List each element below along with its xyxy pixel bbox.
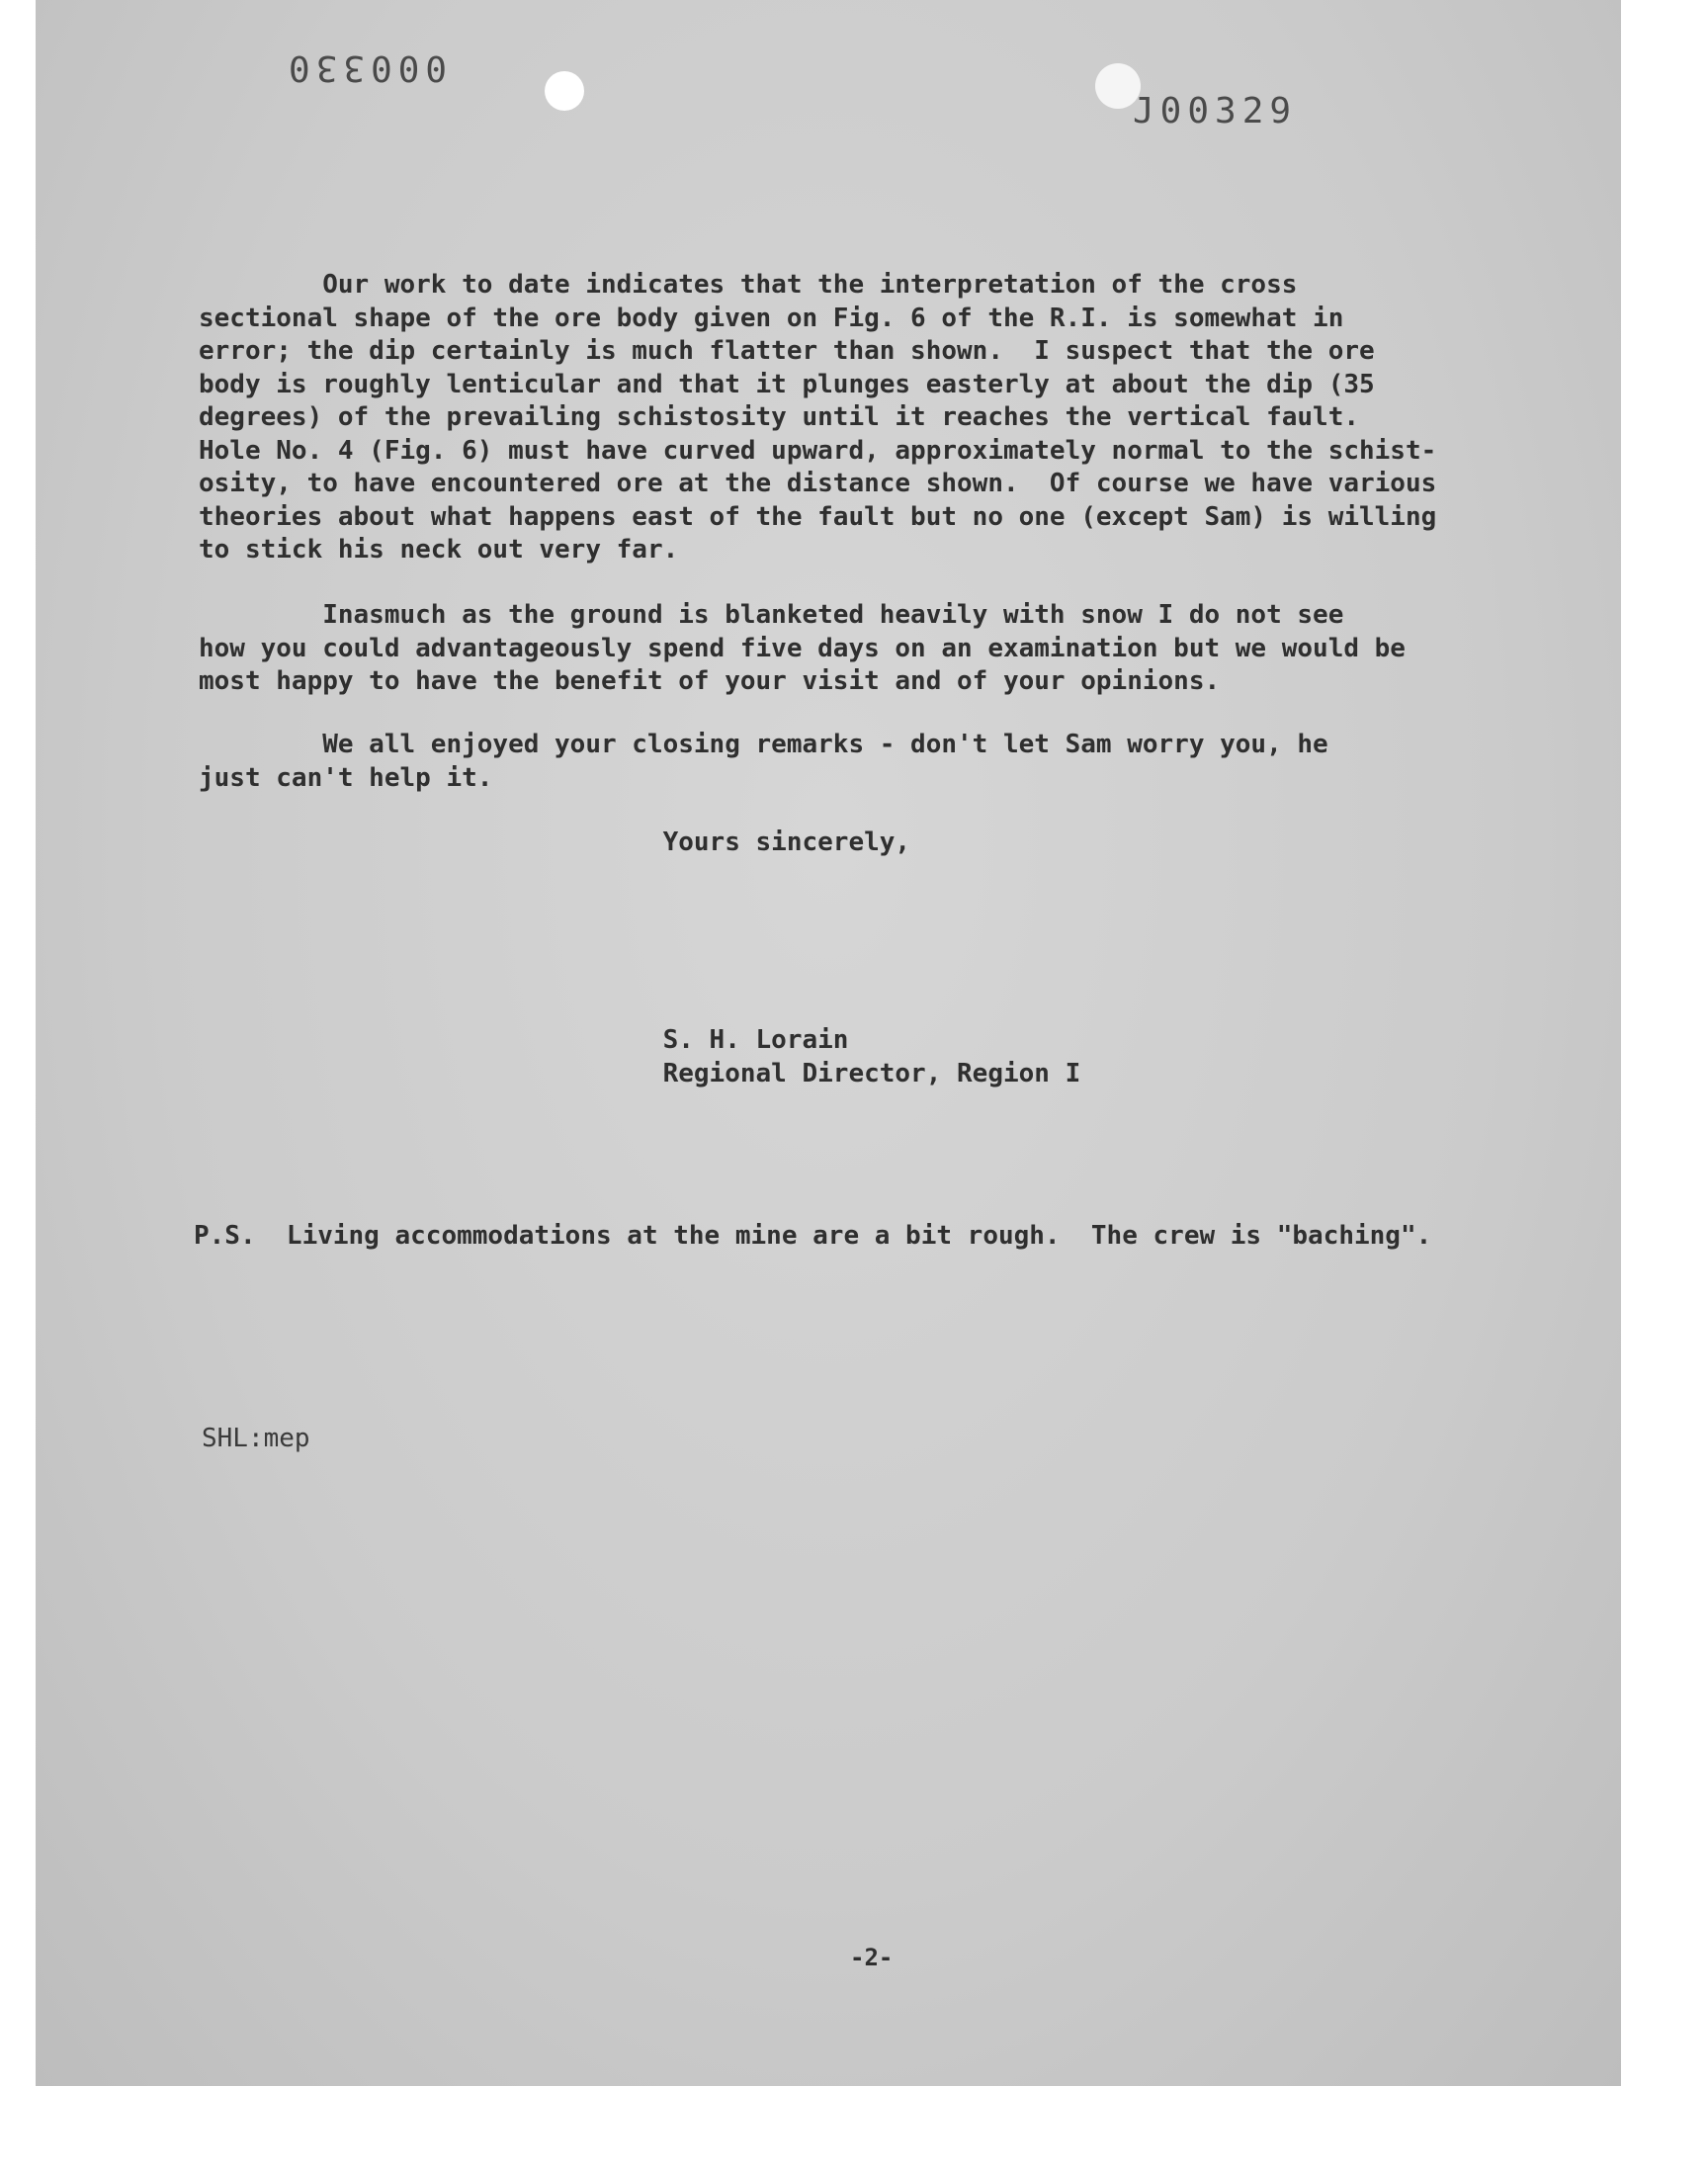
postscript: P.S. Living accommodations at the mine are a bit rough. The crew is "baching". — [194, 1221, 1432, 1251]
paragraph-ore-body-interpretation: Our work to date indicates that the interpretation of the cross sectional shape of the ore body given on Fig. 6 of the R.I. is somewhat in error; the dip certainly is much flatter than shown. I suspect that the ore body is roughly lenticular and that it plunges easterly at about the dip (35 degrees) of the prevailing schistosity until it reaches the vertical fault. Hole No. 4 (Fig. 6) must have curved upward, approximately normal to the schist- osity, to have encountered ore at the distance shown. Of course we have various theories about what happens east of the fault but no one (except Sam) is willing to stick his neck out very far. — [199, 270, 1437, 565]
paragraph-closing-remarks: We all enjoyed your closing remarks - don't let Sam worry you, he just can't help it. — [199, 730, 1328, 793]
document-stamp-number-right: J00329 — [1133, 91, 1298, 131]
punch-hole — [545, 71, 584, 111]
letter-page — [36, 0, 1621, 2086]
paragraph-snow-examination: Inasmuch as the ground is blanketed heavily with snow I do not see how you could advantageously spend five days on an examination but we would be most happy to have the benefit of your visit and of your opinions. — [199, 600, 1406, 696]
document-stamp-number-left: 000330 — [283, 47, 448, 88]
signature-block: S. H. Lorain Regional Director, Region I — [662, 1025, 1081, 1088]
reference-initials: SHL:mep — [202, 1424, 310, 1453]
complimentary-close: Yours sincerely, — [199, 827, 911, 857]
page-number: -2- — [850, 1944, 894, 1971]
